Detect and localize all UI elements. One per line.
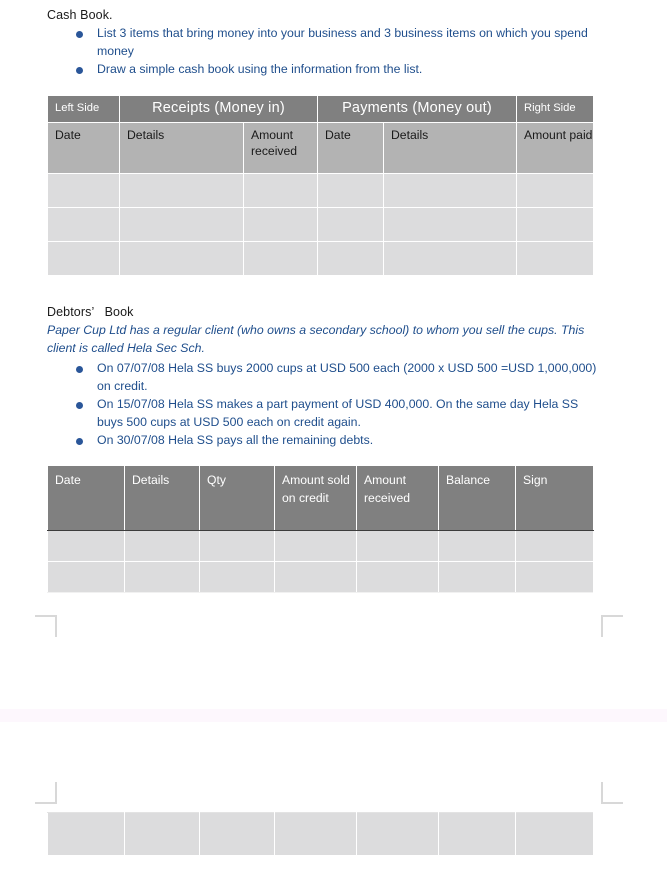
table-row — [48, 242, 594, 276]
table-cell-empty[interactable] — [120, 174, 244, 208]
cash-book-heading: Cash Book. — [47, 8, 113, 22]
list-item-text: Draw a simple cash book using the information from the list. — [97, 62, 423, 77]
column-header-balance: Balance — [439, 466, 516, 531]
bullet-dot-icon — [76, 402, 83, 409]
column-header-details-payments: Details — [384, 123, 517, 174]
list-item-text: On 30/07/08 Hela SS pays all the remaining debts. — [97, 433, 374, 448]
table-column-header-row — [48, 466, 594, 531]
column-header-amount-received: Amount received — [244, 123, 318, 174]
table-column-header-row — [48, 123, 594, 174]
column-header-amount-paid: Amount paid — [517, 123, 594, 174]
table-cell-empty[interactable] — [357, 813, 439, 856]
debtors-book-table — [47, 465, 594, 593]
group-header-label: Payments (Money out) — [342, 100, 492, 116]
column-header-qty: Qty — [200, 466, 275, 531]
crop-mark-bottom-right-icon — [601, 782, 623, 804]
debtors-book-intro-text: Paper Cup Ltd has a regular client (who owns a secondary school) to whom you sell the cups. This client is called Hela Sec Sch. — [47, 323, 585, 355]
table-cell-empty[interactable] — [516, 531, 594, 562]
table-cell-empty[interactable] — [517, 208, 594, 242]
table-cell-empty[interactable] — [275, 562, 357, 593]
table-row — [48, 531, 594, 562]
table-cell-empty[interactable] — [200, 531, 275, 562]
table-cell-empty[interactable] — [125, 813, 200, 856]
debtors-table-body — [48, 531, 594, 593]
crop-mark-top-right-icon — [601, 615, 623, 637]
cash-book-bullet-list — [76, 25, 596, 80]
column-header-sign: Sign — [516, 466, 594, 531]
group-header-left-side — [48, 96, 120, 123]
bullet-dot-icon — [76, 438, 83, 445]
page-hairline-divider — [47, 592, 593, 593]
list-item — [76, 61, 596, 79]
crop-mark-bottom-left-icon — [35, 782, 57, 804]
table-group-header-row — [48, 96, 594, 123]
group-header-right-side — [517, 96, 594, 123]
table-cell-empty[interactable] — [357, 562, 439, 593]
table-cell-empty[interactable] — [48, 813, 125, 856]
group-header-label: Receipts (Money in) — [152, 100, 285, 116]
group-header-label: Left Side — [55, 102, 100, 114]
crop-mark-top-left-icon — [35, 615, 57, 637]
list-item — [76, 25, 596, 60]
bullet-dot-icon — [76, 31, 83, 38]
table-cell-empty[interactable] — [120, 242, 244, 276]
table-row — [48, 562, 594, 593]
column-header-date: Date — [48, 466, 125, 531]
table-cell-empty[interactable] — [439, 813, 516, 856]
bullet-dot-icon — [76, 366, 83, 373]
table-cell-empty[interactable] — [244, 174, 318, 208]
table-cell-empty[interactable] — [125, 531, 200, 562]
table-cell-empty[interactable] — [244, 208, 318, 242]
cash-book-table-body — [48, 174, 594, 276]
list-item — [76, 432, 603, 450]
column-header-date-receipts: Date — [48, 123, 120, 174]
debtors-book-heading: Debtors’ Book — [47, 305, 134, 319]
column-header-details-receipts: Details — [120, 123, 244, 174]
table-row — [48, 174, 594, 208]
column-header-details: Details — [125, 466, 200, 531]
table-cell-empty[interactable] — [439, 531, 516, 562]
table-cell-empty[interactable] — [48, 208, 120, 242]
table-cell-empty[interactable] — [275, 531, 357, 562]
table-cell-empty[interactable] — [275, 813, 357, 856]
table-cell-empty[interactable] — [517, 174, 594, 208]
table-cell-empty[interactable] — [318, 174, 384, 208]
group-header-label: Right Side — [524, 102, 576, 114]
table-cell-empty[interactable] — [200, 562, 275, 593]
table-cell-empty[interactable] — [439, 562, 516, 593]
list-item — [76, 360, 603, 395]
table-cell-empty[interactable] — [384, 174, 517, 208]
column-header-amount-received: Amount received — [357, 466, 439, 531]
table-cell-empty[interactable] — [125, 562, 200, 593]
column-header-date-payments: Date — [318, 123, 384, 174]
table-row — [48, 813, 594, 856]
table-cell-empty[interactable] — [120, 208, 244, 242]
table-cell-empty[interactable] — [48, 242, 120, 276]
table-cell-empty[interactable] — [48, 174, 120, 208]
debtors-bullet-list — [76, 360, 603, 451]
table-cell-empty[interactable] — [517, 242, 594, 276]
list-item-text: On 15/07/08 Hela SS makes a part payment of USD 400,000. On the same day Hela SS buys 500 cups at USD 500 each on credit again. — [97, 397, 579, 429]
table-cell-empty[interactable] — [244, 242, 318, 276]
table-row — [48, 208, 594, 242]
table-cell-empty[interactable] — [357, 531, 439, 562]
table-cell-empty[interactable] — [48, 562, 125, 593]
column-header-amount-sold-on-credit: Amount sold on credit — [275, 466, 357, 531]
bullet-dot-icon — [76, 67, 83, 74]
group-header-receipts — [120, 96, 318, 123]
table-cell-empty[interactable] — [200, 813, 275, 856]
table-cell-empty[interactable] — [384, 242, 517, 276]
table-cell-empty[interactable] — [48, 531, 125, 562]
table-cell-empty[interactable] — [516, 562, 594, 593]
cash-book-table — [47, 95, 594, 276]
bottom-fragment-table — [47, 812, 594, 856]
table-cell-empty[interactable] — [516, 813, 594, 856]
table-cell-empty[interactable] — [384, 208, 517, 242]
table-cell-empty[interactable] — [318, 208, 384, 242]
bottom-fragment-table-body — [48, 813, 594, 856]
group-header-payments — [318, 96, 517, 123]
page-tint-band — [0, 709, 667, 722]
table-cell-empty[interactable] — [318, 242, 384, 276]
list-item-text: On 07/07/08 Hela SS buys 2000 cups at USD 500 each (2000 x USD 500 =USD 1,000,000) on credit. — [97, 361, 597, 393]
list-item-text: List 3 items that bring money into your business and 3 business items on which you spend money — [97, 26, 588, 58]
list-item — [76, 396, 603, 431]
